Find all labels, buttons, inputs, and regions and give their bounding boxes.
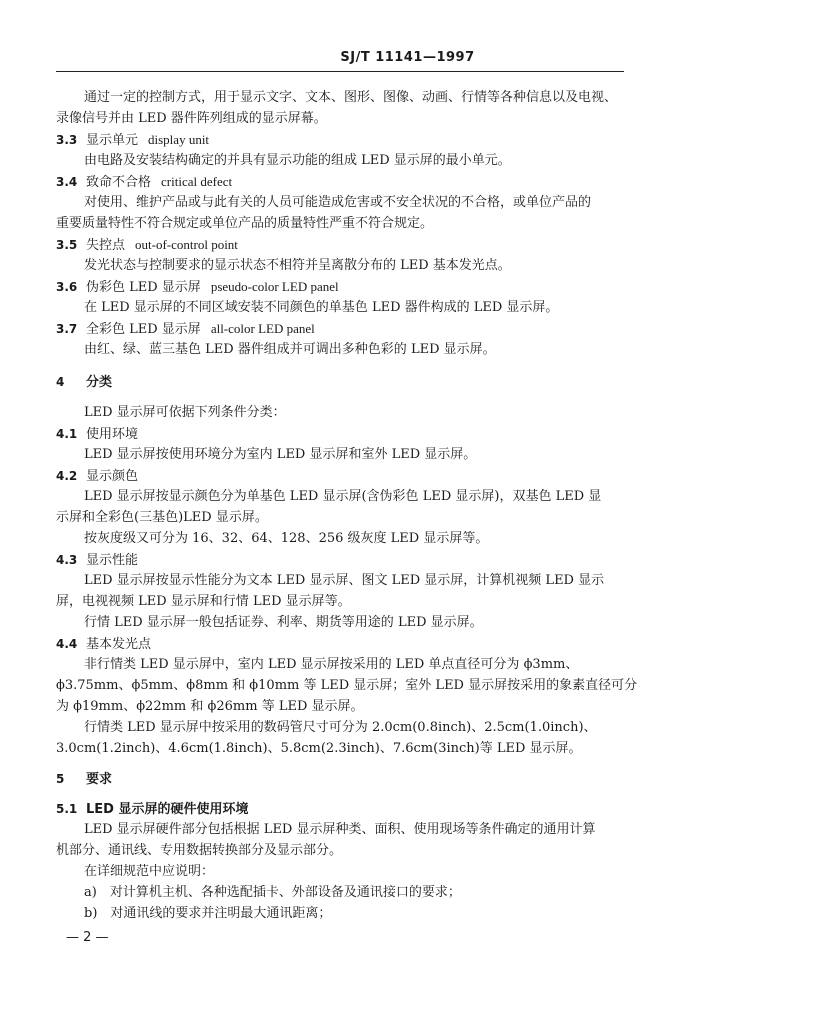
paragraph-line: 3.0cm(1.2inch)、4.6cm(1.8inch)、5.8cm(2.3inch)、7.6cm(3inch)等 LED 显示屏。 [56, 741, 582, 756]
paragraph-line: 行情类 LED 显示屏中按采用的数码管尺寸可分为 2.0cm(0.8inch)、2.5cm(1.0inch)、 [84, 720, 597, 735]
clause-3-3-heading [56, 131, 626, 150]
paragraph-line: 示屏和全彩色(三基色)LED 显示屏。 [56, 510, 268, 525]
paragraph-line: 按灰度级又可分为 16、32、64、128、256 级灰度 LED 显示屏等。 [84, 531, 489, 546]
clause-title: 伪彩色 LED 显示屏 [86, 280, 201, 295]
standard-code: SJ/T 11141—1997 [340, 50, 475, 65]
paragraph-line: LED 显示屏可依据下列条件分类： [84, 405, 286, 420]
paragraph-line: 屏，电视视频 LED 显示屏和行情 LED 显示屏等。 [56, 594, 351, 609]
clause-4-1-heading [56, 425, 626, 444]
paragraph-line: LED 显示屏按显示颜色分为单基色 LED 显示屏(含伪彩色 LED 显示屏)，双基色 LED 显 [84, 489, 602, 504]
clause-number: 3.4 [56, 175, 78, 189]
clause-title-en: all-color LED panel [210, 321, 315, 336]
paragraph-line: 在详细规范中应说明： [84, 864, 215, 879]
section-title: 分类 [86, 375, 113, 390]
clause-3-6-heading [56, 278, 626, 297]
section-5-heading [56, 770, 626, 789]
clause-number: 5.1 [56, 802, 78, 816]
paragraph-line: 由红、绿、蓝三基色 LED 器件组成并可调出多种色彩的 LED 显示屏。 [84, 342, 496, 357]
clause-4-2-heading [56, 467, 626, 486]
clause-4-3-heading [56, 551, 626, 570]
clause-title: LED 显示屏的硬件使用环境 [86, 802, 249, 817]
clause-number: 4.3 [56, 553, 78, 567]
clause-title: 致命不合格 [86, 175, 152, 190]
clause-title: 失控点 [86, 238, 126, 253]
section-4-heading [56, 373, 626, 392]
paragraph-line: 行情 LED 显示屏一般包括证券、利率、期货等用途的 LED 显示屏。 [84, 615, 483, 630]
list-item-b: b) 对通讯线的要求并注明最大通讯距离； [84, 906, 332, 921]
clause-title: 显示颜色 [86, 469, 139, 484]
clause-number: 3.6 [56, 280, 78, 294]
clause-title-en: critical defect [161, 174, 233, 189]
section-number: 4 [56, 375, 65, 389]
page-number: — 2 — [66, 930, 109, 945]
clause-title: 显示性能 [86, 553, 139, 568]
paragraph-line: 非行情类 LED 显示屏中，室内 LED 显示屏按采用的 LED 单点直径可分为 ϕ3mm、 [84, 657, 579, 672]
clause-5-1-heading [56, 800, 626, 819]
paragraph-line: 对使用、维护产品或与此有关的人员可能造成危害或不安全状况的不合格，或单位产品的 [84, 195, 592, 210]
clause-number: 3.7 [56, 322, 78, 336]
paragraph-line: 重要质量特性不符合规定或单位产品的质量特性严重不符合规定。 [56, 216, 434, 231]
clause-number: 4.2 [56, 469, 78, 483]
paragraph-line: 录像信号并由 LED 器件阵列组成的显示屏幕。 [56, 111, 327, 126]
section-title: 要求 [86, 772, 113, 787]
clause-number: 3.3 [56, 133, 78, 147]
clause-title-en: display unit [148, 132, 210, 147]
clause-title-en: out-of-control point [135, 237, 238, 252]
clause-number: 4.4 [56, 637, 78, 651]
clause-4-4-heading [56, 635, 626, 654]
paragraph-line: 在 LED 显示屏的不同区域安装不同颜色的单基色 LED 器件构成的 LED 显示屏。 [84, 300, 559, 315]
section-number: 5 [56, 772, 65, 786]
list-item-a: a) 对计算机主机、各种选配插卡、外部设备及通讯接口的要求； [84, 885, 461, 900]
paragraph-line: 发光状态与控制要求的显示状态不相符并呈离散分布的 LED 基本发光点。 [84, 258, 511, 273]
clause-3-5-heading [56, 236, 626, 255]
paragraph-line: 由电路及安装结构确定的并具有显示功能的组成 LED 显示屏的最小单元。 [84, 153, 511, 168]
header-rule [56, 71, 624, 72]
paragraph-line: LED 显示屏按显示性能分为文本 LED 显示屏、图文 LED 显示屏，计算机视频 LED 显示 [84, 573, 605, 588]
clause-title: 显示单元 [86, 133, 139, 148]
clause-title: 全彩色 LED 显示屏 [86, 322, 201, 337]
paragraph-line: LED 显示屏按使用环境分为室内 LED 显示屏和室外 LED 显示屏。 [84, 447, 477, 462]
clause-3-4-heading [56, 173, 626, 192]
paragraph-line: LED 显示屏硬件部分包括根据 LED 显示屏种类、面积、使用现场等条件确定的通用计算 [84, 822, 596, 837]
clause-number: 3.5 [56, 238, 78, 252]
clause-title: 使用环境 [86, 427, 139, 442]
clause-title: 基本发光点 [86, 637, 152, 652]
clause-title-en: pseudo-color LED panel [210, 279, 339, 294]
clause-number: 4.1 [56, 427, 78, 441]
paragraph-line: 为 ϕ19mm、ϕ22mm 和 ϕ26mm 等 LED 显示屏。 [56, 699, 364, 714]
clause-3-7-heading [56, 320, 626, 339]
paragraph-line: 通过一定的控制方式，用于显示文字、文本、图形、图像、动画、行情等各种信息以及电视、 [84, 90, 618, 105]
paragraph-line: ϕ3.75mm、ϕ5mm、ϕ8mm 和 ϕ10mm 等 LED 显示屏；室外 LED 显示屏按采用的象素直径可分 [56, 678, 638, 693]
paragraph-line: 机部分、通讯线、专用数据转换部分及显示部分。 [56, 843, 343, 858]
